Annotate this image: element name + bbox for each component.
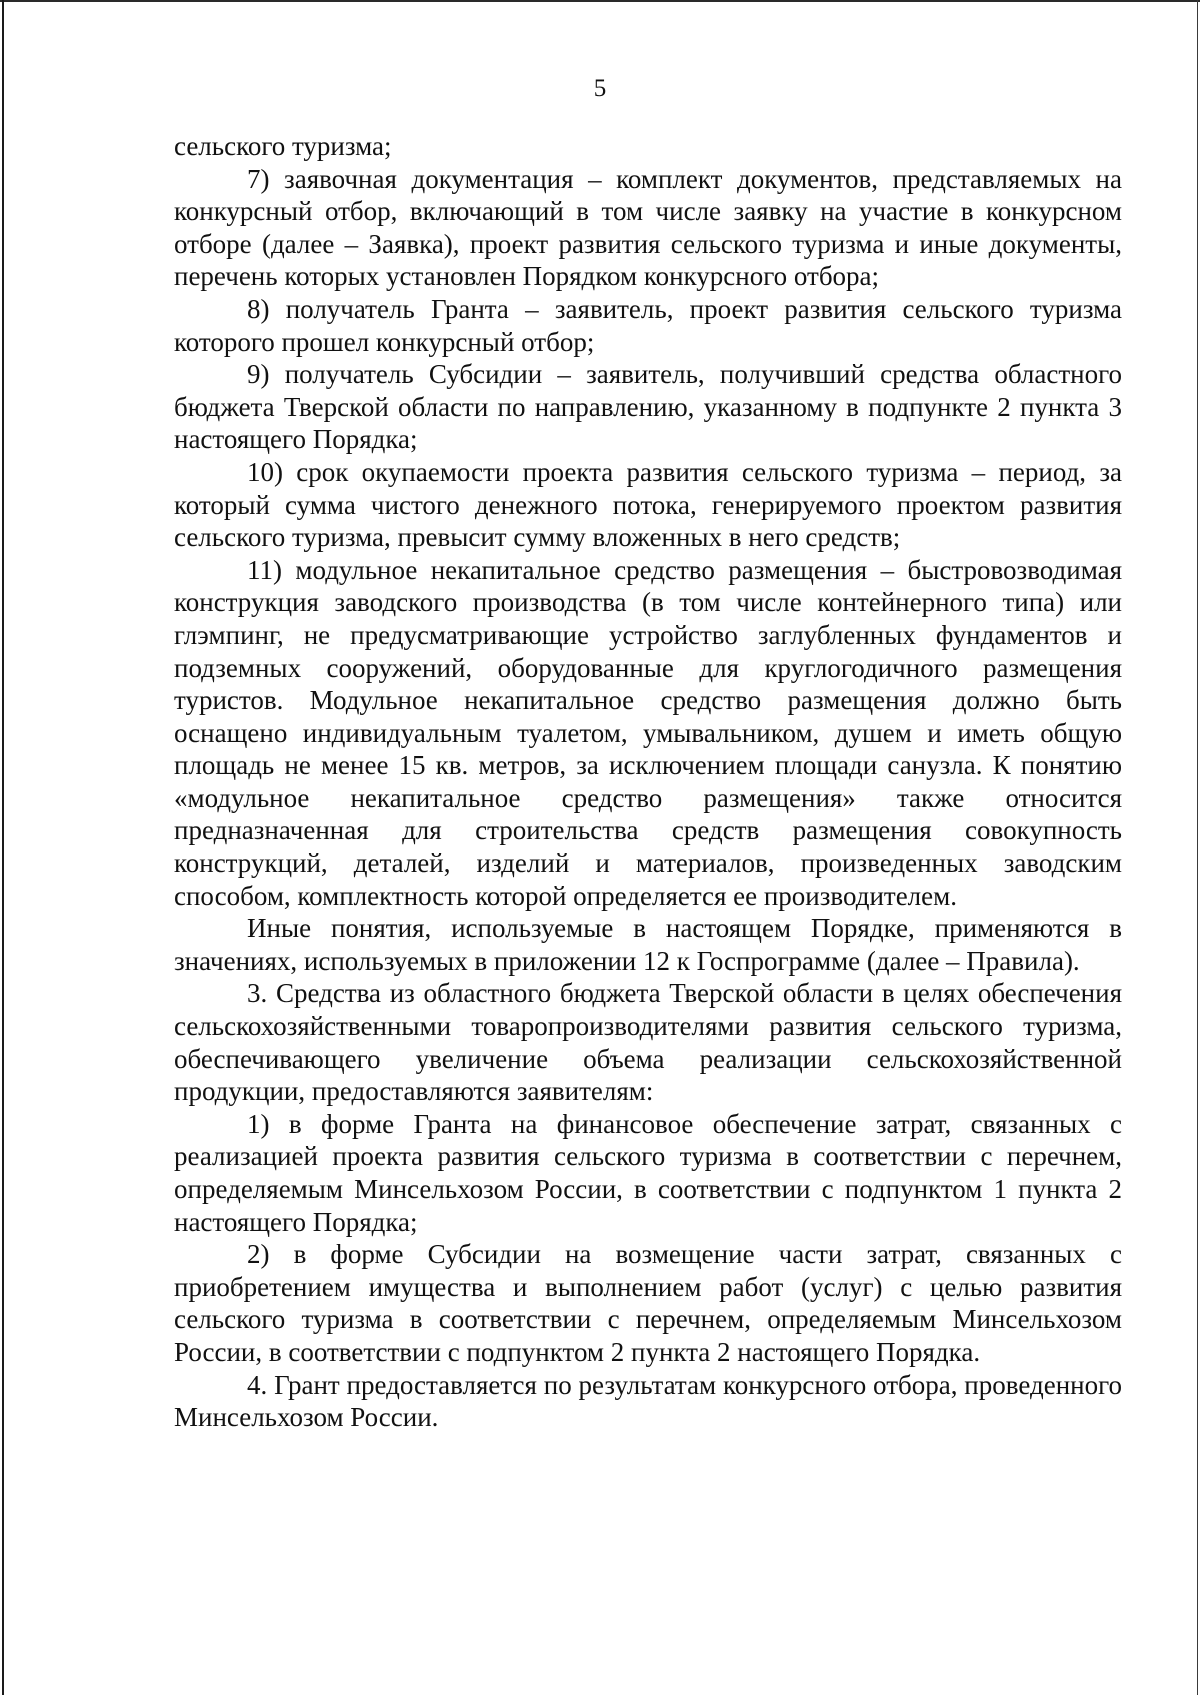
paragraph-11: 4. Грант предоставляется по результатам конкурсного отбора, проведенного Минсельхозом России. bbox=[174, 1369, 1122, 1433]
paragraph-9: 1) в форме Гранта на финансовое обеспечение затрат, связанных с реализацией проекта развития сельского туризма в соответствии с перечнем, определяемым Минсельхозом России, в соответствии с подпунктом 1 пункта 2 настоящего Порядка; bbox=[174, 1108, 1122, 1237]
scan-border-left bbox=[2, 0, 4, 1695]
paragraph-1: сельского туризма; bbox=[174, 131, 392, 161]
paragraph-2: 7) заявочная документация – комплект документов, представляемых на конкурсный отбор, включающий в том числе заявку на участие в конкурсном отборе (далее – Заявка), проект развития сельского туризма и иные документы, перечень которых установлен Порядком конкурсного отбора; bbox=[174, 163, 1122, 292]
paragraph-10: 2) в форме Субсидии на возмещение части затрат, связанных с приобретением имущества и выполнением работ (услуг) с целью развития сельского туризма в соответствии с перечнем, определяемым Минсельхозом России, в соответствии с подпунктом 2 пункта 2 настоящего Порядка. bbox=[174, 1239, 1122, 1367]
paragraph-8: 3. Средства из областного бюджета Тверской области в целях обеспечения сельскохозяйственными товаропроизводителями развития сельского туризма, обеспечивающего увеличение объема реализации сельскохозяйственной продукции, предоставляются заявителям: bbox=[174, 978, 1122, 1107]
page-number: 5 bbox=[593, 75, 607, 102]
paragraph-4: 9) получатель Субсидии – заявитель, получивший средства областного бюджета Тверской области по направлению, указанному в подпункте 2 пункта 3 настоящего Порядка; bbox=[174, 359, 1122, 455]
scan-border-top bbox=[0, 0, 1200, 2]
paragraph-7: Иные понятия, используемые в настоящем Порядке, применяются в значениях, используемых в приложении 12 к Госпрограмме (далее – Правила). bbox=[174, 913, 1122, 976]
paragraph-6: 11) модульное некапитальное средство размещения – быстровозводимая конструкция заводского производства (в том числе контейнерного типа) или глэмпинг, не предусматривающие устройство заглубленных фундаментов и подземных сооружений, оборудованные для круглогодичного размещения туристов. Модульное некапитальное средство размещения должно быть оснащено индивидуальным туалетом, умывальником, душем и иметь общую площадь не менее 15 кв. метров, за исключением площади санузла. К понятию «модульное некапитальное средство размещения» также относится предназначенная для строительства средств размещения совокупность конструкций, деталей, изделий и материалов, произведенных заводским способом, комплектность которой определяется ее производителем. bbox=[174, 554, 1122, 911]
paragraph-3: 8) получатель Гранта – заявитель, проект развития сельского туризма которого прошел конкурсный отбор; bbox=[174, 293, 1122, 357]
document-body bbox=[174, 130, 1122, 1434]
paragraph-5: 10) срок окупаемости проекта развития сельского туризма – период, за который сумма чистого денежного потока, генерируемого проектом развития сельского туризма, превысит сумму вложенных в него средств; bbox=[174, 456, 1122, 553]
scan-border-right bbox=[1197, 0, 1198, 1695]
